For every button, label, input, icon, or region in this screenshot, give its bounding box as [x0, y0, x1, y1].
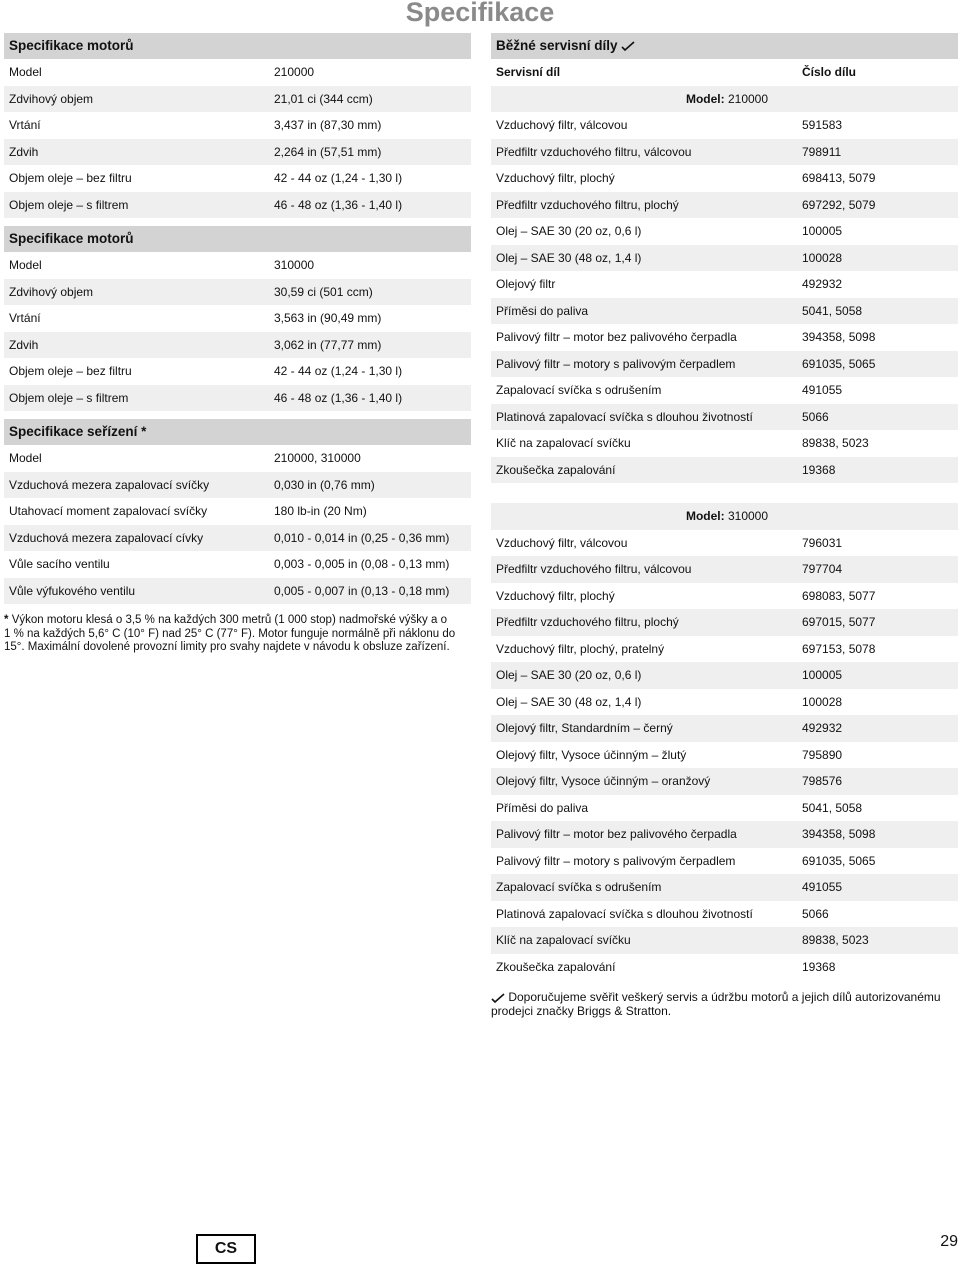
part-row — [491, 324, 958, 351]
spec-label: Zdvih — [4, 332, 269, 359]
part-row — [491, 377, 958, 404]
part-number: 492932 — [797, 715, 958, 742]
part-row — [491, 245, 958, 272]
spec-value: 180 lb-in (20 Nm) — [274, 504, 367, 519]
part-name: Předfiltr vzduchového filtru, válcovou — [491, 139, 797, 166]
spec-value: 3,437 in (87,30 mm) — [274, 118, 382, 133]
spec-label: Model — [9, 451, 42, 466]
tuneup-footnote — [4, 614, 471, 655]
spec-row — [4, 279, 471, 306]
spec-value: 42 - 44 oz (1,24 - 1,30 l) — [274, 364, 403, 379]
part-row — [491, 715, 958, 742]
service-parts-title: Běžné servisní díly — [496, 38, 618, 53]
engine-specs-table-2 — [4, 226, 471, 411]
spec-row — [4, 305, 471, 332]
part-row — [491, 556, 958, 583]
part-name: Zkoušečka zapalování — [496, 959, 616, 974]
spec-label: Vůle výfukového ventilu — [4, 578, 269, 605]
checkmark-icon — [621, 40, 635, 52]
spec-row — [4, 525, 471, 552]
spec-label: Vzduchová mezera zapalovací svíčky — [4, 472, 269, 499]
part-row — [491, 271, 958, 298]
spec-row — [4, 192, 471, 219]
section-header — [4, 419, 471, 445]
part-name: Předfiltr vzduchového filtru, plochý — [491, 609, 797, 636]
service-note-line-2: prodejci značky Briggs & Stratton. — [491, 1004, 672, 1018]
service-parts-table-310000 — [491, 503, 958, 980]
part-number: 491055 — [797, 874, 958, 901]
part-row — [491, 139, 958, 166]
footnote-marker: * — [4, 614, 9, 626]
spec-label: Vrtání — [9, 311, 41, 326]
model-value: 210000 — [727, 91, 769, 106]
part-number: 5066 — [802, 906, 829, 921]
part-row — [491, 298, 958, 325]
model-value: 310000 — [727, 509, 769, 524]
part-name: Zkoušečka zapalování — [491, 457, 797, 484]
part-number: 100028 — [802, 694, 843, 709]
part-row — [491, 351, 958, 378]
part-row — [491, 165, 958, 192]
part-name: Zapalovací svíčka s odrušením — [496, 383, 662, 398]
part-number: 798576 — [797, 768, 958, 795]
part-number: 491055 — [802, 383, 843, 398]
part-name: Vzduchový filtr, plochý — [496, 588, 615, 603]
tuneup-specs-table — [4, 419, 471, 604]
spec-value: 46 - 48 oz (1,36 - 1,40 l) — [269, 192, 471, 219]
part-row — [491, 874, 958, 901]
part-number: 697015, 5077 — [797, 609, 958, 636]
spec-value: 210000 — [274, 65, 315, 80]
spec-value: 42 - 44 oz (1,24 - 1,30 l) — [274, 171, 403, 186]
part-name: Klíč na zapalovací svíčku — [496, 436, 631, 451]
spec-value: 3,062 in (77,77 mm) — [269, 332, 471, 359]
spec-label: Vzduchová mezera zapalovací cívky — [4, 525, 269, 552]
part-number: 89838, 5023 — [802, 436, 869, 451]
spec-label: Vrtání — [9, 118, 41, 133]
part-row — [491, 795, 958, 822]
part-row — [491, 112, 958, 139]
part-number: 394358, 5098 — [797, 821, 958, 848]
spec-row — [4, 551, 471, 578]
part-number: 100028 — [797, 245, 958, 272]
part-name: Platinová zapalovací svíčka s dlouhou životností — [491, 404, 797, 431]
part-number: 100005 — [797, 662, 958, 689]
column-header-number: Číslo dílu — [802, 65, 856, 80]
spec-value: 0,030 in (0,76 mm) — [269, 472, 471, 499]
part-number: 697292, 5079 — [797, 192, 958, 219]
model-label: Model: — [685, 91, 725, 106]
left-column — [4, 33, 471, 655]
section-title: Specifikace motorů — [4, 33, 471, 59]
part-row — [491, 742, 958, 769]
section-header — [4, 226, 471, 252]
spec-row — [4, 445, 471, 472]
part-number: 492932 — [802, 277, 843, 292]
part-name: Předfiltr vzduchového filtru, plochý — [491, 192, 797, 219]
part-number: 100005 — [802, 224, 843, 239]
model-row-210000 — [491, 86, 958, 113]
part-name: Olejový filtr, Vysoce účinným – žlutý — [496, 747, 687, 762]
spec-row — [4, 358, 471, 385]
part-number: 697153, 5078 — [802, 641, 876, 656]
language-code-box: CS — [196, 1234, 256, 1264]
spec-row — [4, 385, 471, 412]
part-row — [491, 457, 958, 484]
part-name: Platinová zapalovací svíčka s dlouhou životností — [496, 906, 753, 921]
spec-label: Model — [9, 65, 42, 80]
right-column — [491, 33, 958, 1018]
part-name: Palivový filtr – motor bez palivového čerpadla — [491, 821, 797, 848]
part-row — [491, 430, 958, 457]
spec-row — [4, 578, 471, 605]
spec-row — [4, 86, 471, 113]
spec-label: Vůle sacího ventilu — [9, 557, 110, 572]
part-row — [491, 662, 958, 689]
spec-row — [4, 112, 471, 139]
part-name: Vzduchový filtr, plochý — [496, 171, 615, 186]
part-number: 691035, 5065 — [797, 351, 958, 378]
part-name: Olejový filtr, Standardním – černý — [491, 715, 797, 742]
part-row — [491, 218, 958, 245]
part-number: 795890 — [802, 747, 843, 762]
part-name: Olej – SAE 30 (20 oz, 0,6 l) — [496, 224, 642, 239]
spec-label: Model — [9, 258, 42, 273]
part-name: Vzduchový filtr, válcovou — [496, 535, 628, 550]
part-number: 591583 — [802, 118, 843, 133]
service-note-line-1: Doporučujeme svěřit veškerý servis a údržbu motorů a jejich dílů autorizovanému — [508, 990, 941, 1004]
service-parts-column-headers — [491, 59, 958, 86]
spec-label: Zdvihový objem — [4, 86, 269, 113]
part-number: 797704 — [797, 556, 958, 583]
section-title: Specifikace seřízení * — [4, 419, 471, 445]
checkmark-icon — [491, 992, 505, 1004]
section-title: Specifikace motorů — [4, 226, 471, 252]
part-number: 19368 — [797, 457, 958, 484]
spec-row — [4, 165, 471, 192]
spec-label: Zdvih — [4, 139, 269, 166]
part-name: Vzduchový filtr, plochý, pratelný — [496, 641, 665, 656]
section-header — [4, 33, 471, 59]
part-row — [491, 583, 958, 610]
part-name: Příměsi do paliva — [491, 298, 797, 325]
part-number: 698413, 5079 — [802, 171, 876, 186]
spec-value: 310000 — [274, 258, 315, 273]
part-number: 5066 — [797, 404, 958, 431]
part-number: 19368 — [802, 959, 836, 974]
spec-value: 3,563 in (90,49 mm) — [274, 311, 382, 326]
footnote-line-1: Výkon motoru klesá o 3,5 % na každých 300 metrů (1 000 stop) nadmořské výšky a o — [11, 614, 447, 626]
part-name: Palivový filtr – motory s palivovým čerpadlem — [491, 351, 797, 378]
model-label: Model: — [685, 509, 725, 524]
part-number: 89838, 5023 — [797, 927, 958, 954]
spec-row — [4, 139, 471, 166]
part-name: Olejový filtr, Vysoce účinným – oranžový — [491, 768, 797, 795]
spec-label: Objem oleje – s filtrem — [4, 385, 269, 412]
spec-value: 0,003 - 0,005 in (0,08 - 0,13 mm) — [274, 557, 450, 572]
part-number: 5041, 5058 — [797, 298, 958, 325]
service-parts-header — [491, 33, 958, 59]
service-note — [491, 990, 958, 1018]
part-row — [491, 901, 958, 928]
part-name: Předfiltr vzduchového filtru, válcovou — [491, 556, 797, 583]
part-name: Olej – SAE 30 (20 oz, 0,6 l) — [491, 662, 797, 689]
spec-value: 46 - 48 oz (1,36 - 1,40 l) — [269, 385, 471, 412]
part-row — [491, 636, 958, 663]
part-name: Klíč na zapalovací svíčku — [491, 927, 797, 954]
part-name: Příměsi do paliva — [496, 800, 589, 815]
column-header-part: Servisní díl — [496, 65, 561, 80]
spec-label: Objem oleje – bez filtru — [9, 171, 132, 186]
part-name: Palivový filtr – motory s palivovým čerpadlem — [496, 853, 736, 868]
part-row — [491, 954, 958, 981]
part-row — [491, 821, 958, 848]
part-row — [491, 530, 958, 557]
part-number: 796031 — [802, 535, 843, 550]
part-row — [491, 609, 958, 636]
spec-value: 2,264 in (57,51 mm) — [269, 139, 471, 166]
part-row — [491, 927, 958, 954]
spec-row — [4, 332, 471, 359]
part-name: Olej – SAE 30 (48 oz, 1,4 l) — [496, 694, 642, 709]
footnote-line-2: 1 % na každých 5,6° C (10° F) nad 25° C (77° F). Motor funguje normálně při náklonu do — [4, 627, 456, 640]
part-row — [491, 689, 958, 716]
footnote-line-3: 15°. Maximální dovolené provozní limity pro svahy najdete v návodu k obsluze zařízení. — [4, 641, 450, 653]
part-number: 5041, 5058 — [802, 800, 863, 815]
part-row — [491, 848, 958, 875]
part-number: 798911 — [797, 139, 958, 166]
spec-label: Utahovací moment zapalovací svíčky — [9, 504, 208, 519]
part-name: Palivový filtr – motor bez palivového čerpadla — [496, 330, 737, 345]
page-title: Specifikace — [405, 0, 555, 27]
part-number: 698083, 5077 — [802, 588, 876, 603]
page-number: 29 — [940, 1233, 958, 1250]
part-name: Olej – SAE 30 (48 oz, 1,4 l) — [491, 245, 797, 272]
spec-label: Zdvihový objem — [4, 279, 269, 306]
part-number: 394358, 5098 — [802, 330, 876, 345]
spec-value: 0,005 - 0,007 in (0,13 - 0,18 mm) — [269, 578, 471, 605]
spec-value: 30,59 ci (501 ccm) — [269, 279, 471, 306]
spec-row — [4, 59, 471, 86]
spec-value: 21,01 ci (344 ccm) — [269, 86, 471, 113]
spec-row — [4, 498, 471, 525]
spec-row — [4, 252, 471, 279]
part-row — [491, 768, 958, 795]
service-parts-table — [491, 33, 958, 483]
spec-label: Objem oleje – bez filtru — [9, 364, 132, 379]
spec-value: 0,010 - 0,014 in (0,25 - 0,36 mm) — [269, 525, 471, 552]
engine-specs-table-1 — [4, 33, 471, 218]
part-row — [491, 192, 958, 219]
part-name: Olejový filtr — [496, 277, 556, 292]
part-number: 691035, 5065 — [802, 853, 876, 868]
spec-label: Objem oleje – s filtrem — [4, 192, 269, 219]
spec-row — [4, 472, 471, 499]
model-row-310000 — [491, 503, 958, 530]
part-row — [491, 404, 958, 431]
part-name: Vzduchový filtr, válcovou — [496, 118, 628, 133]
part-name: Zapalovací svíčka s odrušením — [491, 874, 797, 901]
spec-value: 210000, 310000 — [274, 451, 361, 466]
